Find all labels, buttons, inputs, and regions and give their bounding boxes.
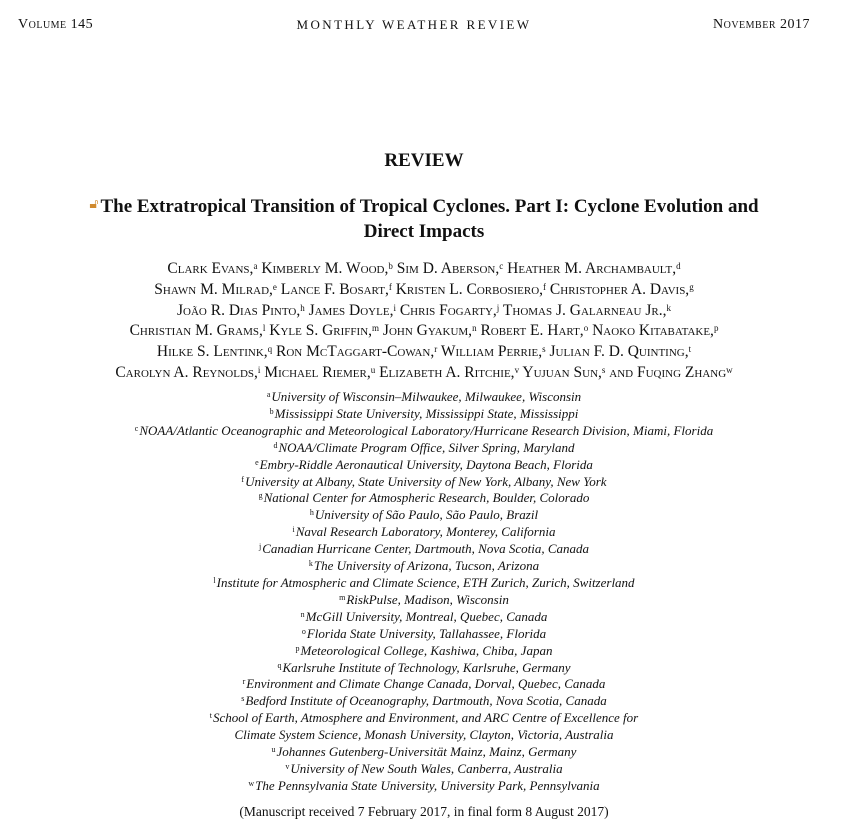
affiliation-marker: e <box>272 281 277 292</box>
affiliation-marker: j <box>258 542 262 552</box>
author-name: Elizabeth A. Ritchie, <box>379 363 515 381</box>
affiliation-item <box>20 490 828 507</box>
author-name: and Fuqing Zhang <box>609 363 727 381</box>
affiliation-marker: f <box>543 281 547 292</box>
affiliation-marker: v <box>514 364 520 375</box>
affiliation-marker: p <box>713 323 719 334</box>
affiliation-marker: s <box>241 694 245 704</box>
affiliation-marker: e <box>255 457 259 467</box>
author-name: John Gyakum, <box>382 322 473 340</box>
affiliation-marker: m <box>339 592 346 602</box>
affiliation-text: Environment and Climate Change Canada, Dorval, Quebec, Canada <box>246 676 606 692</box>
affiliation-list <box>20 389 828 795</box>
affiliation-item <box>20 693 828 710</box>
affiliation-marker: n <box>300 609 305 619</box>
affiliation-marker: k <box>308 559 313 569</box>
affiliation-text: University of São Paulo, São Paulo, Brazil <box>314 507 539 523</box>
author-name: Robert E. Hart, <box>480 322 584 340</box>
affiliation-marker: i <box>393 302 396 313</box>
author-name: Clark Evans, <box>167 260 254 277</box>
affiliation-marker: p <box>295 643 300 653</box>
affiliation-marker: o <box>583 323 589 334</box>
affiliation-marker: j <box>496 302 500 313</box>
affiliation-item <box>20 643 828 660</box>
affiliation-item <box>20 592 828 609</box>
author-name: Lance F. Bosart, <box>280 280 389 298</box>
affiliation-item <box>20 423 828 440</box>
affiliation-text: Institute for Atmospheric and Climate Science, ETH Zurich, Zurich, Switzerland <box>216 574 635 590</box>
affiliation-marker: i <box>257 364 261 375</box>
author-name: Julian F. D. Quinting, <box>549 343 689 361</box>
author-name: Heather M. Archambault, <box>507 260 677 277</box>
affiliation-text: School of Earth, Atmosphere and Environment, and ARC Centre of Excellence for <box>213 710 639 726</box>
affiliation-marker: h <box>300 302 305 313</box>
affiliation-marker: l <box>213 575 216 585</box>
author-name: Michael Riemer, <box>264 363 371 381</box>
affiliation-item <box>20 389 828 406</box>
affiliation-text: University at Albany, State University of New York, Albany, New York <box>245 473 607 489</box>
affiliation-marker: r <box>242 677 246 687</box>
affiliation-item <box>20 744 828 761</box>
affiliation-marker: u <box>370 364 376 375</box>
affiliation-text: Canadian Hurricane Center, Dartmouth, Nova Scotia, Canada <box>262 541 590 557</box>
affiliation-item <box>20 575 828 592</box>
affiliation-marker: m <box>372 323 380 334</box>
affiliation-marker: a <box>266 390 271 399</box>
author-name: Sim D. Aberson, <box>396 260 500 277</box>
author-name: Carolyn A. Reynolds, <box>115 363 258 381</box>
affiliation-marker: w <box>726 364 733 375</box>
affiliation-text: Karlsruhe Institute of Technology, Karlsruhe, Germany <box>282 659 571 675</box>
affiliation-text: Bedford Institute of Oceanography, Dartmouth, Nova Scotia, Canada <box>245 693 607 709</box>
section-label: REVIEW <box>384 150 464 171</box>
affiliation-marker: d <box>676 261 681 271</box>
affiliation-text: Florida State University, Tallahassee, Florida <box>306 625 547 641</box>
affiliation-marker: s <box>542 344 546 355</box>
author-name: Chris Fogarty, <box>399 301 497 319</box>
affiliation-item <box>20 474 828 491</box>
affiliation-item <box>20 457 828 474</box>
author-name: João R. Dias Pinto, <box>177 301 301 319</box>
affiliation-text: Climate System Science, Monash University, Clayton, Victoria, Australia <box>234 727 614 743</box>
author-name: Thomas J. Galarneau Jr., <box>502 301 667 319</box>
author-name: Yujuan Sun, <box>522 363 602 381</box>
title-line-1: The Extratropical Transition of Tropical Cyclones. Part I: Cyclone Evolution and <box>100 196 759 217</box>
affiliation-marker: l <box>262 323 266 334</box>
affiliation-item <box>20 524 828 541</box>
author-line <box>8 280 840 301</box>
affiliation-marker: d <box>273 440 278 450</box>
affiliation-item <box>20 727 828 744</box>
author-line <box>8 321 840 342</box>
author-line <box>8 301 840 322</box>
affiliation-text: RiskPulse, Madison, Wisconsin <box>346 591 509 607</box>
author-name: Christopher A. Davis, <box>549 280 690 298</box>
author-name: Kyle S. Griffin, <box>269 322 373 340</box>
affiliation-item <box>20 676 828 693</box>
affiliation-marker: c <box>134 423 139 433</box>
affiliation-text: The University of Arizona, Tucson, Arizona <box>313 558 540 574</box>
running-header <box>18 17 810 37</box>
affiliation-marker: b <box>388 261 393 271</box>
affiliation-marker: f <box>388 281 392 292</box>
author-name: William Perrie, <box>440 343 543 361</box>
affiliation-item <box>20 710 828 727</box>
affiliation-item <box>20 778 828 795</box>
affiliation-text: Mississippi State University, Mississippi State, Mississippi <box>274 405 579 421</box>
affiliation-item <box>20 440 828 457</box>
affiliation-marker: s <box>601 364 606 375</box>
volume-label: Volume 145 <box>18 17 94 32</box>
author-name: Kristen L. Corbosiero, <box>395 280 544 298</box>
affiliation-marker: h <box>309 508 314 518</box>
author-name: Naoko Kitabatake, <box>592 322 714 340</box>
affiliation-marker: f <box>241 474 245 484</box>
affiliation-item <box>20 626 828 643</box>
author-name: Kimberly M. Wood, <box>261 260 389 277</box>
affiliation-marker: i <box>292 525 295 535</box>
author-line <box>8 363 840 384</box>
affiliation-marker: o <box>301 626 306 636</box>
affiliation-text: The Pennsylvania State University, University Park, Pennsylvania <box>255 777 600 793</box>
title-line-2: Direct Impacts <box>363 221 485 242</box>
author-name: Ron McTaggart-Cowan, <box>276 343 435 361</box>
affiliation-marker: a <box>253 261 258 271</box>
affiliation-item <box>20 507 828 524</box>
open-access-lock-icon[interactable]: 🔓︎ <box>89 197 99 212</box>
affiliation-marker: c <box>499 261 504 271</box>
affiliation-marker: t <box>209 711 213 721</box>
manuscript-dates: (Manuscript received 7 February 2017, in final form 8 August 2017) <box>239 804 609 819</box>
affiliation-item <box>20 761 828 778</box>
affiliation-marker: q <box>277 660 282 670</box>
paper-title <box>40 194 808 244</box>
affiliation-marker: q <box>267 344 273 355</box>
affiliation-text: NOAA/Atlantic Oceanographic and Meteorological Laboratory/Hurricane Research Division, Miami, Florida <box>139 422 714 438</box>
affiliation-text: Naval Research Laboratory, Monterey, California <box>295 524 556 540</box>
affiliation-marker: v <box>285 761 290 771</box>
issue-date: November 2017 <box>712 17 810 32</box>
affiliation-item <box>20 558 828 575</box>
affiliation-text: Meteorological College, Kashiwa, Chiba, Japan <box>300 642 553 658</box>
affiliation-text: NOAA/Climate Program Office, Silver Spring, Maryland <box>278 439 575 455</box>
affiliation-marker: u <box>271 745 276 755</box>
affiliation-item <box>20 609 828 626</box>
author-name: Christian M. Grams, <box>129 322 263 340</box>
affiliation-marker: g <box>258 491 263 501</box>
affiliation-marker: g <box>689 281 694 292</box>
affiliation-marker: t <box>688 344 692 355</box>
affiliation-marker: r <box>434 344 438 355</box>
affiliation-text: McGill University, Montreal, Quebec, Canada <box>305 608 548 624</box>
affiliation-marker: w <box>248 778 255 788</box>
affiliation-text: Embry-Riddle Aeronautical University, Daytona Beach, Florida <box>259 456 593 472</box>
affiliation-text: University of New South Wales, Canberra, Australia <box>290 760 563 776</box>
affiliation-marker: n <box>472 323 477 334</box>
affiliation-text: Johannes Gutenberg-Universität Mainz, Mainz, Germany <box>276 744 577 760</box>
affiliation-text: National Center for Atmospheric Research, Boulder, Colorado <box>263 490 590 506</box>
author-name: James Doyle, <box>308 301 394 319</box>
affiliation-marker: b <box>269 406 274 416</box>
affiliation-marker: k <box>666 302 671 313</box>
affiliation-item <box>20 406 828 423</box>
author-line <box>8 259 840 280</box>
affiliation-item <box>20 541 828 558</box>
journal-name: MONTHLY WEATHER REVIEW <box>296 17 532 32</box>
author-list <box>8 259 840 384</box>
author-name: Shawn M. Milrad, <box>154 280 273 298</box>
author-name: Hilke S. Lentink, <box>156 343 268 361</box>
affiliation-text: University of Wisconsin–Milwaukee, Milwaukee, Wisconsin <box>271 389 582 404</box>
affiliation-item <box>20 660 828 677</box>
author-line <box>8 342 840 363</box>
